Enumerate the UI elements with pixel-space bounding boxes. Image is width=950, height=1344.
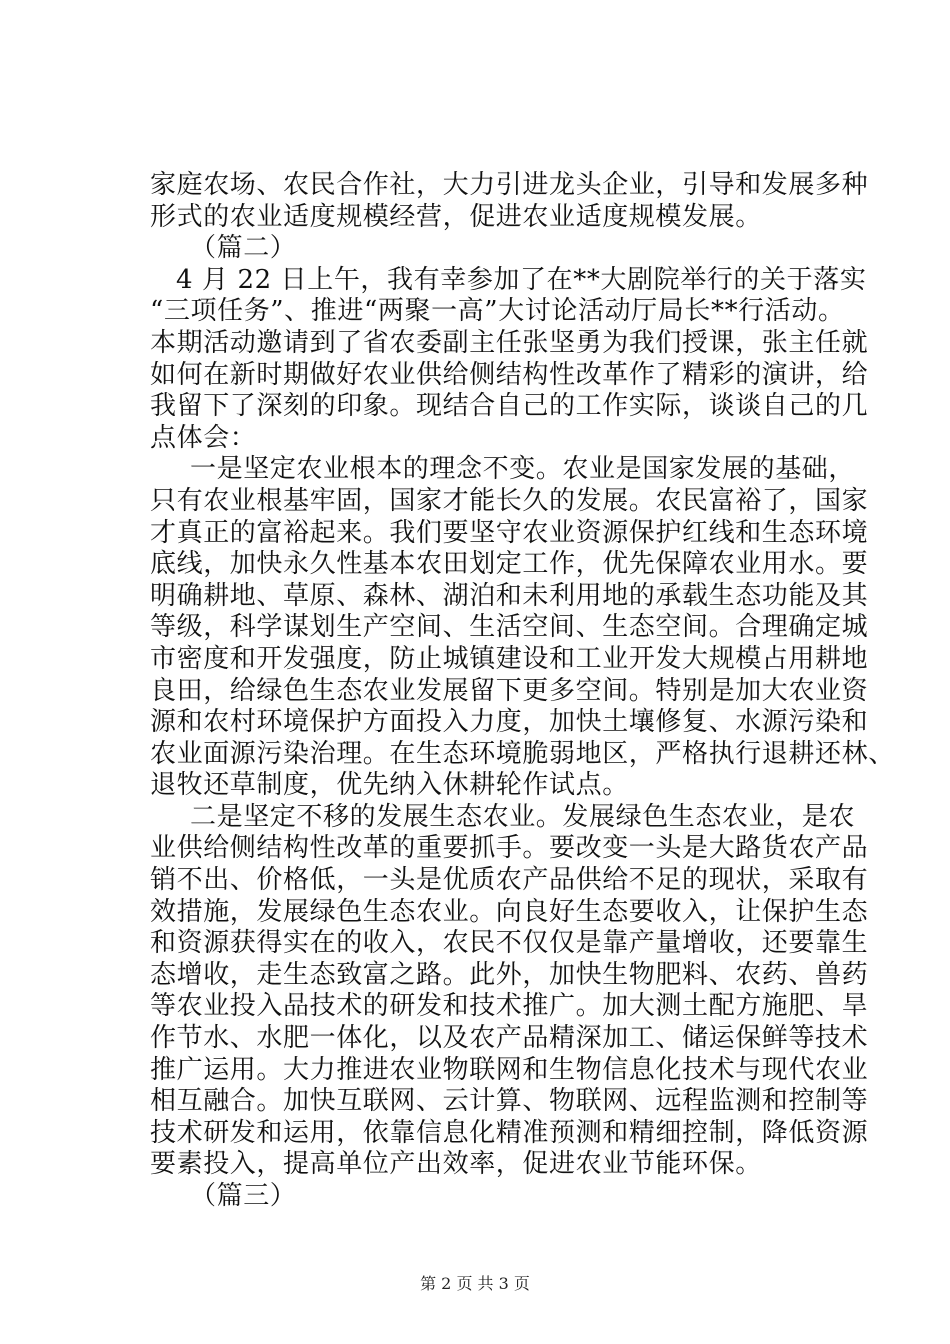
text-line: 技术研发和运用，依靠信息化精准预测和精细控制，降低资源 <box>150 1117 869 1148</box>
text-line: 本期活动邀请到了省农委副主任张坚勇为我们授课，张主任就 <box>150 327 869 358</box>
text-line: 家庭农场、农民合作社，大力引进龙头企业，引导和发展多种 <box>150 170 869 200</box>
text-line: 相互融合。加快互联网、云计算、物联网、远程监测和控制等 <box>150 1086 869 1117</box>
paragraph-first-line: 二是坚定不移的发展生态农业。发展绿色生态农业，是农 <box>190 801 856 832</box>
paragraph-first-line: 4 月 22 日上午，我有幸参加了在**大剧院举行的关于落实 <box>176 264 867 295</box>
text-line: 等级，科学谋划生产空间、生活空间、生态空间。合理确定城 <box>150 612 869 643</box>
section-heading: （篇三） <box>190 1181 297 1211</box>
text-line: 退牧还草制度，优先纳入休耕轮作试点。 <box>150 770 629 801</box>
text-line: 推广运用。大力推进农业物联网和生物信息化技术与现代农业 <box>150 1054 869 1085</box>
text-line: 要素投入，提高单位产出效率，促进农业节能环保。 <box>150 1149 762 1180</box>
text-line: 态增收，走生态致富之路。此外，加快生物肥料、农药、兽药 <box>150 959 869 990</box>
text-line: 效措施，发展绿色生态农业。向良好生态要收入，让保护生态 <box>150 896 869 927</box>
text-line: 底线，加快永久性基本农田划定工作，优先保障农业用水。要 <box>150 549 869 580</box>
text-line: 业供给侧结构性改革的重要抓手。要改变一头是大路货农产品 <box>150 833 869 864</box>
text-line: 销不出、价格低，一头是优质农产品供给不足的现状，采取有 <box>150 865 869 896</box>
text-line: 农业面源污染治理。在生态环境脆弱地区，严格执行退耕还林、 <box>150 738 895 769</box>
text-line: 等农业投入品技术的研发和技术推广。加大测土配方施肥、旱 <box>150 991 869 1022</box>
text-line: 市密度和开发强度，防止城镇建设和工业开发大规模占用耕地 <box>150 643 869 674</box>
text-line: 点体会： <box>150 422 257 453</box>
text-line: 形式的农业适度规模经营，促进农业适度规模发展。 <box>150 201 762 232</box>
text-line: 和资源获得实在的收入，农民不仅仅是靠产量增收，还要靠生 <box>150 928 869 959</box>
text-line: 只有农业根基牢固，国家才能长久的发展。农民富裕了，国家 <box>150 485 869 516</box>
text-line: 作节水、水肥一体化，以及农产品精深加工、储运保鲜等技术 <box>150 1023 869 1054</box>
text-line: 我留下了深刻的印象。现结合自己的工作实际，谈谈自己的几 <box>150 391 869 422</box>
text-line: 明确耕地、草原、森林、湖泊和未利用地的承载生态功能及其 <box>150 580 869 611</box>
paragraph-first-line: 一是坚定农业根本的理念不变。农业是国家发展的基础， <box>190 454 856 485</box>
text-line: 良田，给绿色生态农业发展留下更多空间。特别是加大农业资 <box>150 675 869 706</box>
text-line: 才真正的富裕起来。我们要坚守农业资源保护红线和生态环境 <box>150 517 869 548</box>
text-line: 源和农村环境保护方面投入力度，加快土壤修复、水源污染和 <box>150 707 869 738</box>
section-heading: （篇二） <box>190 233 297 264</box>
text-line: 如何在新时期做好农业供给侧结构性改革作了精彩的演讲，给 <box>150 359 869 390</box>
text-line: “三项任务”、推进“两聚一高”大讨论活动厅局长**行活动。 <box>150 296 845 327</box>
document-body <box>150 170 895 1213</box>
page-number-footer: 第 2 页 共 3 页 <box>420 1274 530 1293</box>
